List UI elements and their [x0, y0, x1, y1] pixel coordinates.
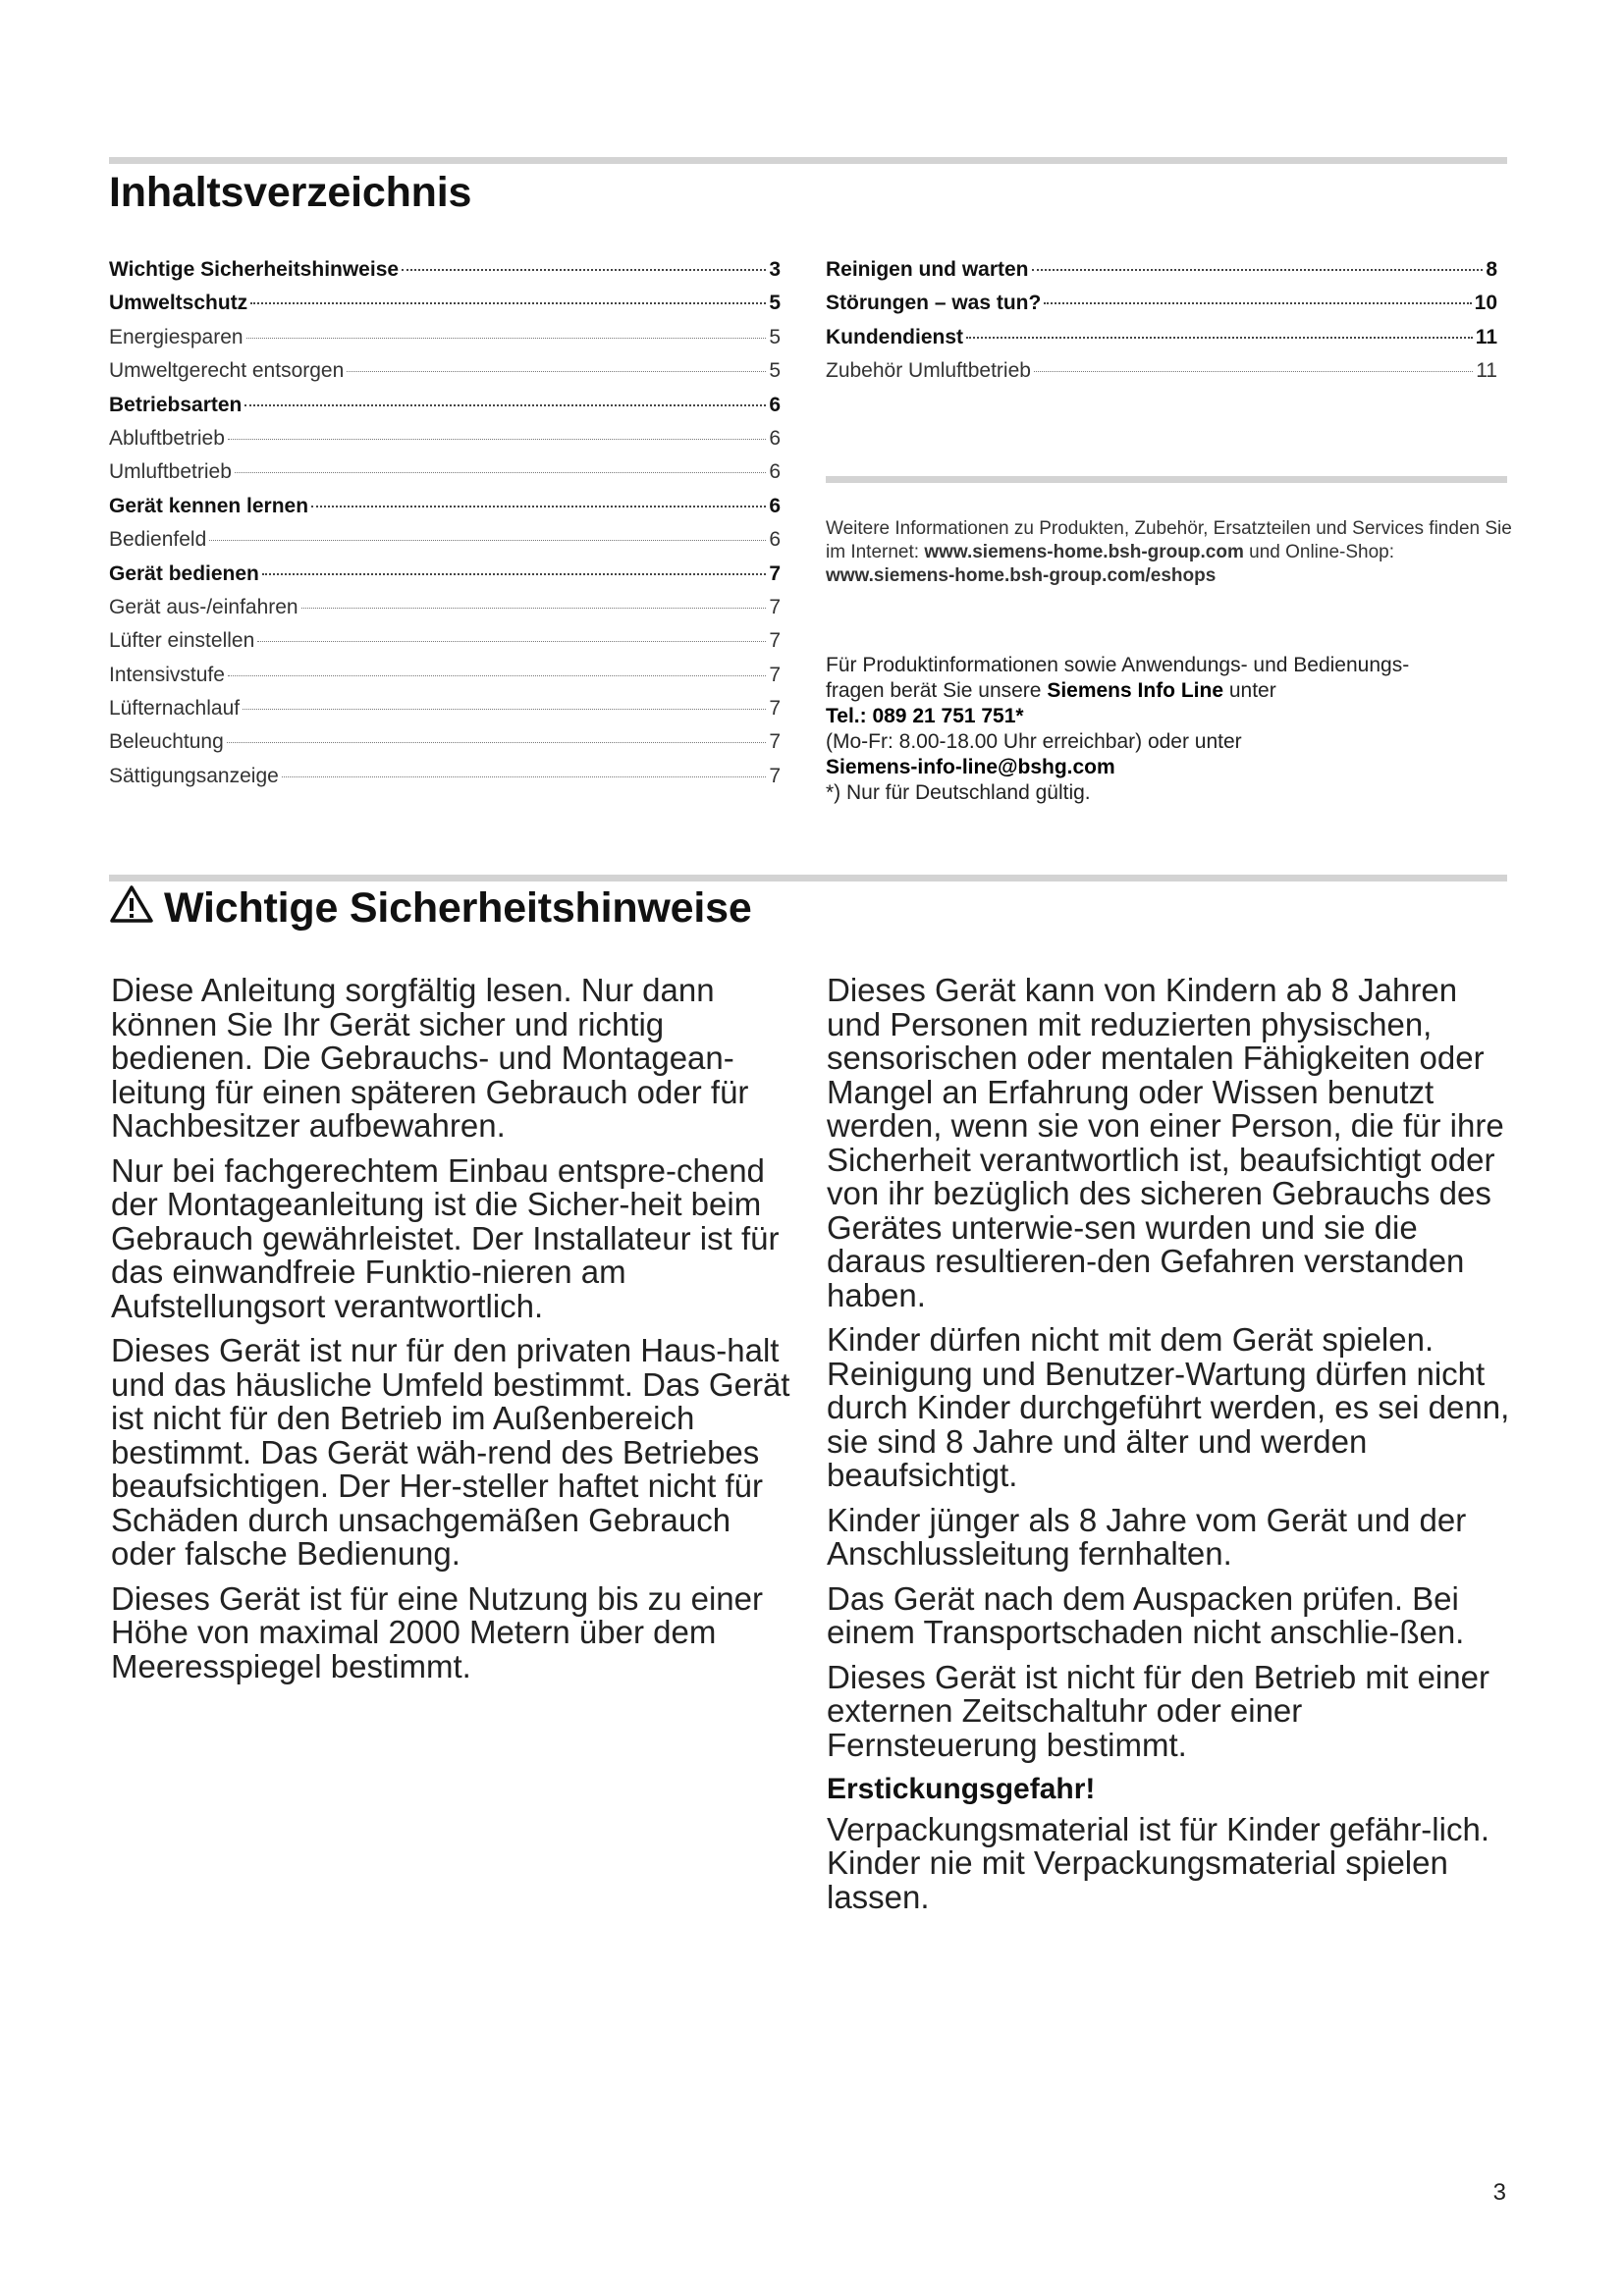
online-info-lead: Weitere Informationen zu Produkten, Zubehör, Ersatzteilen und Services finden Sie im Internet:	[826, 518, 1512, 562]
toc-leader-dots	[228, 675, 766, 676]
toc-entry-label: Störungen – was tun?	[826, 292, 1042, 315]
safety-paragraph: Dieses Gerät ist für eine Nutzung bis zu einer Höhe von maximal 2000 Metern über dem Meeresspiegel bestimmt.	[111, 1579, 763, 1684]
toc-entry-label: Kundendienst	[826, 325, 963, 348]
safety-paragraph: Dieses Gerät kann von Kindern ab 8 Jahren und Personen mit reduzierten physischen, sensorischen oder mentalen Fähigkeiten oder Mangel an Erfahrung oder Wissen benutzt werden, wenn sie von einer Person, die für ihre Sicherheit verantwortlich ist, beaufsichtigt oder von ihr bezüglich des sicheren Gebrauchs des Gerätes unterwie-sen wurden und sie die daraus resultieren-den Gefahren verstanden haben.	[827, 972, 1504, 1313]
contact-hours: (Mo-Fr: 8.00-18.00 Uhr erreichbar) oder unter	[826, 730, 1242, 753]
toc-entry[interactable]	[109, 326, 781, 359]
toc-left-column	[109, 258, 781, 798]
safety-paragraph: Kinder dürfen nicht mit dem Gerät spielen. Reinigung und Benutzer-Wartung dürfen nicht durch Kinder durchgeführt werden, es sei denn, sie sind 8 Jahre und älter und werden beaufsichtigt.	[827, 1321, 1510, 1493]
toc-entry[interactable]	[109, 258, 781, 292]
toc-leader-dots	[257, 641, 766, 642]
info-line-name: Siemens Info Line	[1047, 679, 1224, 702]
eshop-link[interactable]: www.siemens-home.bsh-group.com/eshops	[826, 565, 1217, 586]
info-line-contact	[826, 653, 1523, 806]
toc-leader-dots	[347, 371, 766, 372]
toc-entry[interactable]	[826, 359, 1497, 393]
toc-entry-label: Umweltgerecht entsorgen	[109, 359, 345, 383]
toc-top-rule	[109, 157, 1507, 164]
toc-leader-dots	[311, 506, 766, 507]
toc-leader-dots	[262, 573, 766, 575]
toc-entry[interactable]	[109, 528, 781, 561]
toc-entry-label: Umweltschutz	[109, 292, 248, 315]
toc-leader-dots	[966, 337, 1473, 339]
safety-right-column	[827, 974, 1514, 1925]
toc-entry-label: Energiesparen	[109, 325, 244, 348]
contact-email[interactable]	[826, 755, 1523, 780]
toc-entry-page: 6	[769, 393, 781, 416]
toc-entry[interactable]	[109, 730, 781, 764]
toc-leader-dots	[244, 404, 766, 406]
safety-top-rule	[109, 875, 1507, 881]
safety-title: Wichtige Sicherheitshinweise	[164, 884, 752, 932]
toc-right-column	[826, 258, 1497, 394]
toc-leader-dots	[235, 472, 766, 473]
toc-entry-page: 7	[769, 595, 781, 618]
toc-entry-page: 6	[769, 494, 781, 517]
toc-entry-page: 7	[769, 663, 781, 686]
toc-entry-page: 10	[1474, 292, 1497, 315]
toc-entry-page: 3	[769, 258, 781, 281]
contact-email-text: Siemens-info-line@bshg.com	[826, 756, 1115, 778]
toc-leader-dots	[243, 709, 766, 710]
toc-leader-dots	[301, 608, 767, 609]
safety-paragraph: Verpackungsmaterial ist für Kinder gefähr-lich. Kinder nie mit Verpackungsmaterial spielen lassen.	[827, 1810, 1489, 1915]
toc-entry-page: 7	[769, 764, 781, 787]
toc-entry-page: 7	[769, 561, 781, 585]
contact-tel-text: Tel.: 089 21 751 751*	[826, 705, 1024, 727]
toc-leader-dots	[250, 302, 766, 304]
toc-entry[interactable]	[109, 664, 781, 697]
toc-entry-label: Bedienfeld	[109, 528, 207, 552]
toc-leader-dots	[228, 439, 766, 440]
toc-leader-dots	[1044, 302, 1471, 304]
toc-entry[interactable]	[109, 394, 781, 427]
toc-entry[interactable]	[109, 765, 781, 798]
toc-entry-page: 5	[769, 292, 781, 315]
toc-entry-page: 7	[769, 697, 781, 721]
toc-entry-page: 8	[1486, 258, 1497, 281]
online-info-mid: und Online-Shop:	[1243, 542, 1395, 562]
safety-title-heading	[109, 884, 752, 934]
toc-entry-page: 5	[769, 325, 781, 348]
warning-triangle-icon	[109, 884, 154, 934]
toc-entry-label: Abluftbetrieb	[109, 426, 225, 450]
safety-left-column	[111, 974, 798, 1694]
toc-entry-label: Gerät bedienen	[109, 561, 259, 585]
toc-entry[interactable]	[109, 562, 781, 596]
page-number: 3	[1492, 2179, 1506, 2206]
toc-entry-label: Sättigungsanzeige	[109, 764, 279, 787]
toc-entry[interactable]	[109, 495, 781, 528]
toc-entry[interactable]	[109, 359, 781, 393]
toc-entry-page: 6	[769, 426, 781, 450]
toc-entry-page: 6	[769, 460, 781, 484]
contact-tel[interactable]	[826, 704, 1523, 729]
toc-entry[interactable]	[826, 292, 1497, 325]
toc-entry-label: Betriebsarten	[109, 393, 243, 416]
toc-entry-page: 7	[769, 629, 781, 653]
toc-entry-page: 5	[769, 359, 781, 383]
contact-line-2a: fragen berät Sie unsere	[826, 679, 1048, 702]
toc-entry-label: Wichtige Sicherheitshinweise	[109, 258, 400, 281]
toc-entry-page: 11	[1475, 325, 1497, 348]
toc-entry[interactable]	[109, 629, 781, 663]
toc-leader-dots	[402, 269, 766, 271]
contact-line-2c: unter	[1223, 679, 1276, 702]
toc-entry-label: Umluftbetrieb	[109, 460, 232, 484]
online-info-text	[826, 517, 1513, 588]
toc-leader-dots	[1034, 371, 1473, 372]
contact-line-2	[826, 678, 1523, 704]
contact-line-1: Für Produktinformationen sowie Anwendungs- und Bedienungs-	[826, 654, 1410, 676]
toc-entry-page: 11	[1476, 359, 1497, 383]
toc-entry[interactable]	[109, 292, 781, 325]
toc-entry-label: Intensivstufe	[109, 663, 225, 686]
toc-entry-label: Beleuchtung	[109, 730, 224, 754]
toc-leader-dots	[1032, 269, 1484, 271]
safety-paragraph: Das Gerät nach dem Auspacken prüfen. Bei einem Transportschaden nicht anschlie-ßen.	[827, 1579, 1465, 1650]
safety-paragraph: Diese Anleitung sorgfältig lesen. Nur dann können Sie Ihr Gerät sicher und richtig bedienen. Die Gebrauchs- und Montagean-leitung für einen späteren Gebrauch oder für Nachbesitzer aufbewahren.	[111, 972, 749, 1144]
toc-title: Inhaltsverzeichnis	[109, 169, 472, 216]
website-link[interactable]: www.siemens-home.bsh-group.com	[924, 542, 1244, 562]
toc-leader-dots	[227, 742, 767, 743]
suffocation-warning-heading: Erstickungsgefahr!	[827, 1773, 1096, 1805]
safety-paragraph: Kinder jünger als 8 Jahre vom Gerät und der Anschlussleitung fernhalten.	[827, 1501, 1467, 1572]
toc-entry[interactable]	[109, 427, 781, 460]
toc-entry-label: Reinigen und warten	[826, 258, 1029, 281]
toc-entry[interactable]	[109, 460, 781, 494]
toc-leader-dots	[282, 776, 767, 777]
toc-entry[interactable]	[109, 596, 781, 629]
safety-paragraph: Nur bei fachgerechtem Einbau entspre-chend der Montageanleitung ist die Sicher-heit beim Gebrauch gewährleistet. Der Installateur ist für das einwandfreie Funktio-nieren am Aufstellungsort verantwortlich.	[111, 1151, 780, 1324]
safety-paragraph: Dieses Gerät ist nur für den privaten Haus-halt und das häusliche Umfeld bestimmt. Das Gerät ist nicht für den Betrieb im Außenbereich bestimmt. Das Gerät wäh-rend des Betriebes beaufsichtigen. Der Her-steller haftet nicht für Schäden durch unsachgemäßen Gebrauch oder falsche Bedienung.	[111, 1332, 790, 1572]
toc-entry[interactable]	[109, 697, 781, 730]
toc-entry[interactable]	[826, 326, 1497, 359]
info-rule	[826, 476, 1507, 483]
toc-entry-label: Gerät kennen lernen	[109, 494, 309, 517]
toc-entry-label: Lüfternachlauf	[109, 697, 241, 721]
toc-leader-dots	[209, 540, 766, 541]
toc-entry-label: Gerät aus-/einfahren	[109, 595, 298, 618]
toc-entry-label: Zubehör Umluftbetrieb	[826, 359, 1031, 383]
contact-note: *) Nur für Deutschland gültig.	[826, 781, 1091, 804]
toc-entry-page: 7	[769, 730, 781, 754]
toc-entry-label: Lüfter einstellen	[109, 629, 255, 653]
toc-leader-dots	[246, 338, 767, 339]
toc-entry[interactable]	[826, 258, 1497, 292]
safety-paragraph: Dieses Gerät ist nicht für den Betrieb mit einer externen Zeitschaltuhr oder einer Fernsteuerung bestimmt.	[827, 1658, 1489, 1763]
toc-entry-page: 6	[769, 528, 781, 552]
